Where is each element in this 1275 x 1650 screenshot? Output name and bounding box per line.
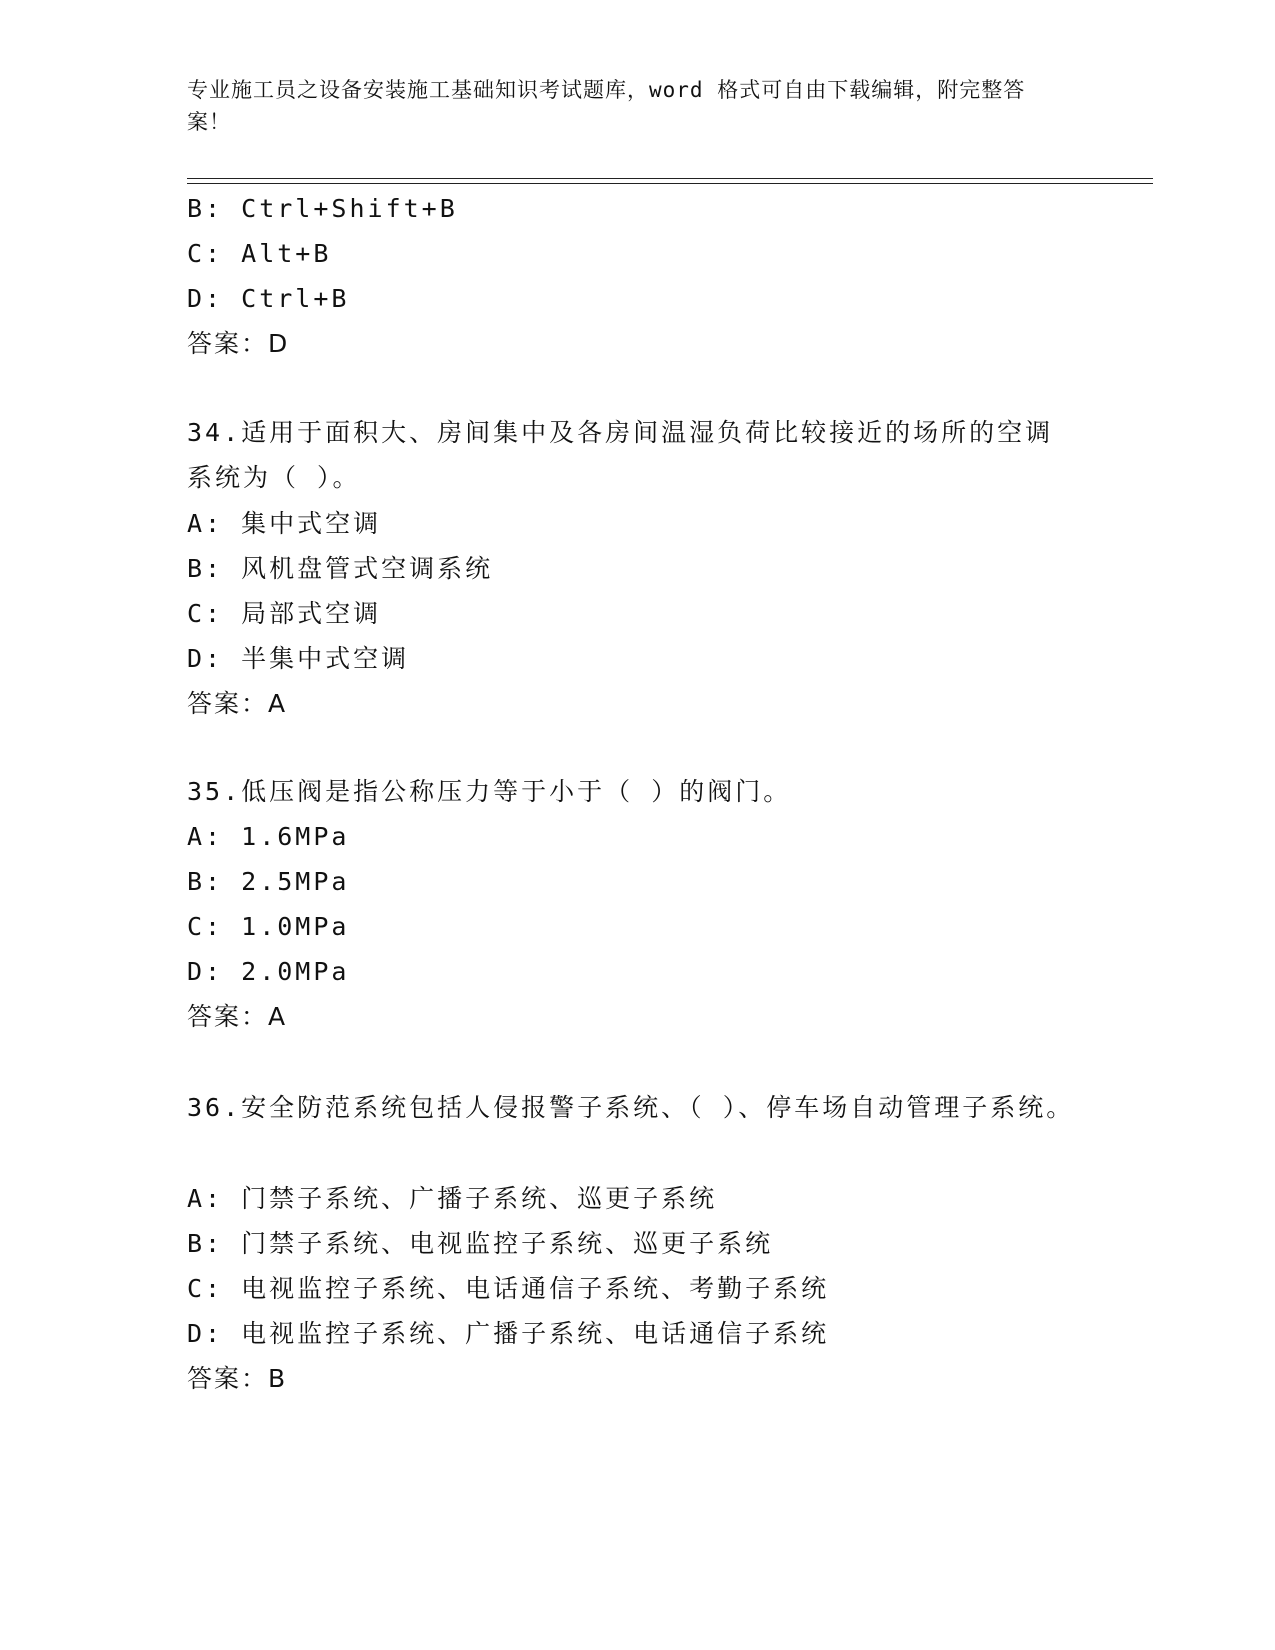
q35-option-b: B: 2.5MPa	[187, 867, 350, 896]
q33-option-b: B: Ctrl+Shift+B	[187, 194, 458, 223]
q35-option-d: D: 2.0MPa	[187, 957, 350, 986]
q36-option-b: B: 门禁子系统、电视监控子系统、巡更子系统	[187, 1229, 774, 1258]
q34-answer: 答案：A	[187, 689, 288, 718]
q35-answer: 答案：A	[187, 1002, 288, 1031]
q34-option-a: A: 集中式空调	[187, 509, 382, 538]
q33-option-d: D: Ctrl+B	[187, 284, 350, 313]
q33-option-c: C: Alt+B	[187, 239, 332, 268]
q34-option-b: B: 风机盘管式空调系统	[187, 554, 494, 583]
q36-question: 36.安全防范系统包括人侵报警子系统、（ ）、停车场自动管理子系统。	[187, 1093, 1075, 1122]
q34-question: 34.适用于面积大、房间集中及各房间温湿负荷比较接近的场所的空调系统为（ ）。	[187, 418, 1054, 492]
q36-answer: 答案：B	[187, 1364, 288, 1393]
q35-question: 35.低压阀是指公称压力等于小于（ ）的阀门。	[187, 777, 792, 806]
header-divider-top	[187, 178, 1153, 179]
q34-option-c: C: 局部式空调	[187, 599, 382, 628]
q35-option-c: C: 1.0MPa	[187, 912, 350, 941]
q36-option-c: C: 电视监控子系统、电话通信子系统、考勤子系统	[187, 1274, 830, 1303]
document-header: 专业施工员之设备安装施工基础知识考试题库，word 格式可自由下载编辑，附完整答案！	[187, 78, 1026, 134]
header-divider-bottom	[187, 183, 1153, 184]
q36-option-d: D: 电视监控子系统、广播子系统、电话通信子系统	[187, 1319, 830, 1348]
q35-option-a: A: 1.6MPa	[187, 822, 350, 851]
q33-answer: 答案：D	[187, 329, 290, 358]
q36-option-a: A: 门禁子系统、广播子系统、巡更子系统	[187, 1184, 718, 1213]
q34-option-d: D: 半集中式空调	[187, 644, 410, 673]
